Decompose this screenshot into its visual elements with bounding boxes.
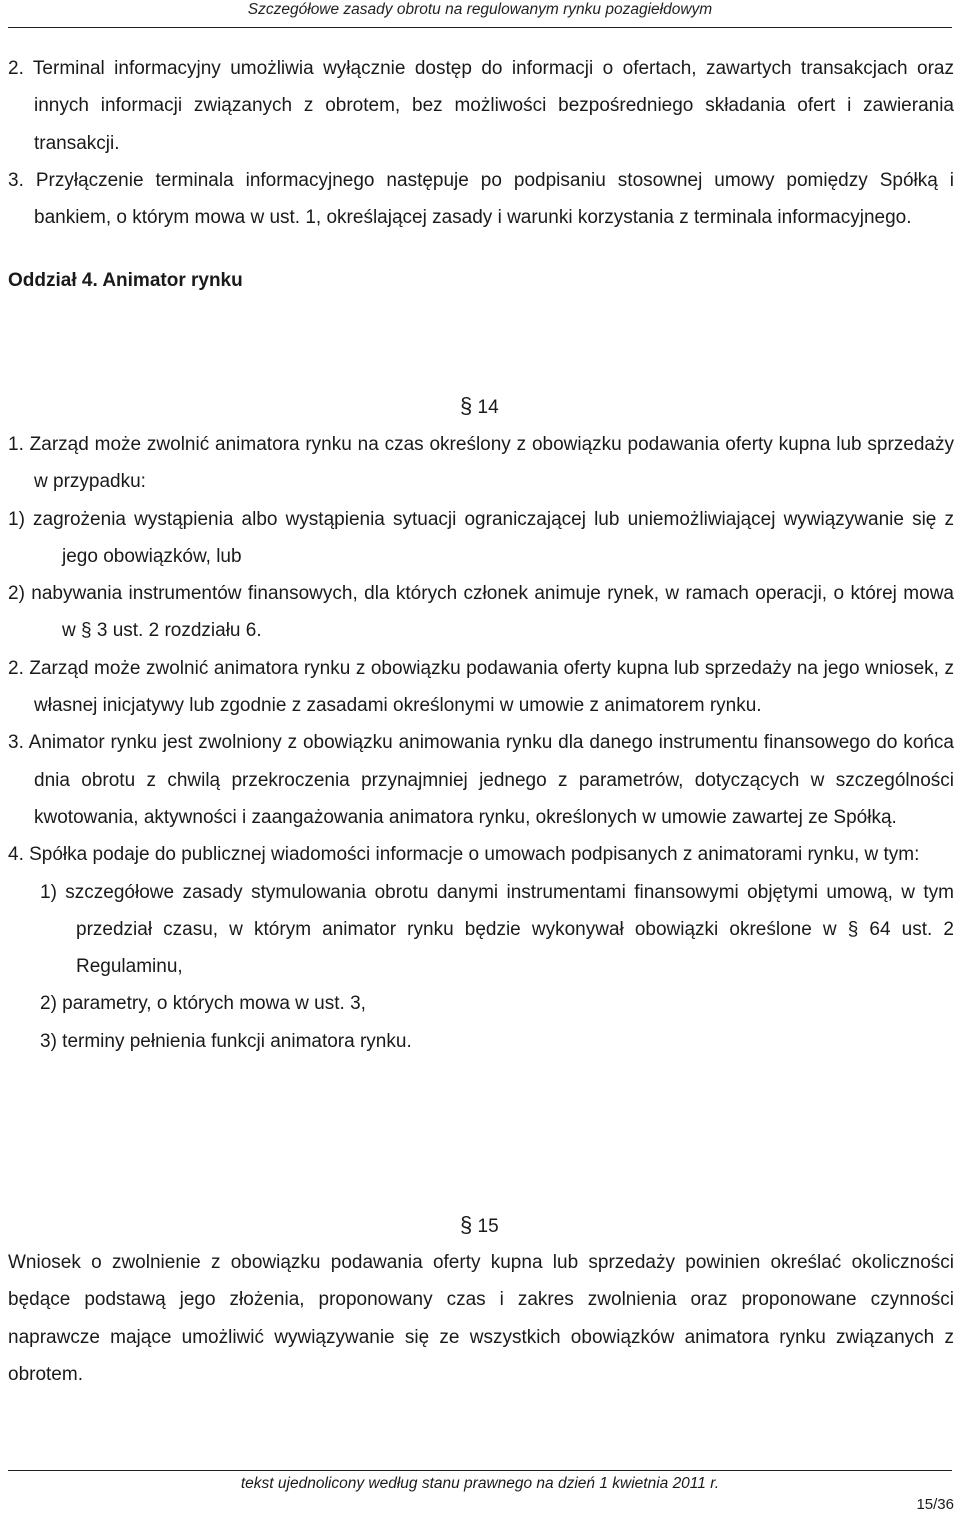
page-number: 15/36 (916, 1496, 954, 1513)
s14-list-item-3: 1) szczegółowe zasady stymulowania obrotu danymi instrumentami finansowymi objętymi umową, w tym przedział czasu, w którym animator rynku będzie wykonywał obowiązki określone w § 64 ust. 2 Regulaminu, (40, 881, 954, 978)
document-body (8, 50, 954, 300)
s14-paragraph-3: 3. Animator rynku jest zwolniony z obowiązku animowania rynku dla danego instrumentu finansowego do końca dnia obrotu z chwilą przekroczenia przynajmniej jednego z parametrów, dotyczących w szczególności kwotowania, aktywności i zaangażowania animatora rynku, określonych w umowie zawartej ze Spółką. (8, 732, 954, 828)
section-mark-15 (460, 1213, 499, 1239)
s14-paragraph-1: 1. Zarząd może zwolnić animatora rynku na czas określony z obowiązku podawania oferty kupna lub sprzedaży w przypadku: (8, 434, 954, 493)
section-number: 15 (477, 1216, 499, 1237)
section-heading: Oddział 4. Animator rynku (8, 270, 243, 292)
header-title: Szczegółowe zasady obrotu na regulowanym rynku pozagiełdowym (247, 1, 713, 18)
page-header (0, 0, 960, 26)
s14-list-item-4: 2) parametry, o których mowa w ust. 3, (40, 993, 366, 1015)
section-sign: § (460, 1212, 473, 1237)
section-15-body (8, 1244, 954, 1393)
s15-paragraph: Wniosek o zwolnienie z obowiązku podawania oferty kupna lub sprzedaży powinien określać okoliczności będące podstawą jego złożenia, proponowany czas i zakres zwolnienia oraz proponowane czynności naprawcze mające umożliwić wywiązywanie się ze wszystkich obowiązków animatora rynku związanych z obrotem. (8, 1252, 954, 1385)
s14-list-item-2: 2) nabywania instrumentów finansowych, dla których członek animuje rynek, w ramach operacji, o której mowa w § 3 ust. 2 rozdziału 6. (8, 583, 954, 642)
paragraph-3: 3. Przyłączenie terminala informacyjnego następuje po podpisaniu stosownej umowy pomiędzy Spółką i bankiem, o którym mowa w ust. 1, określającej zasady i warunki korzystania z terminala informacyjnego. (8, 169, 954, 229)
footer-note: tekst ujednolicony według stanu prawnego na dzień 1 kwietnia 2011 r. (240, 1475, 720, 1492)
section-mark-14 (460, 394, 499, 420)
footer-divider (8, 1470, 952, 1471)
s14-paragraph-2: 2. Zarząd może zwolnić animatora rynku z obowiązku podawania oferty kupna lub sprzedaży na jego wniosek, z własnej inicjatywy lub zgodnie z zasadami określonymi w umowie z animatorem rynku. (8, 657, 954, 717)
paragraph-2: 2. Terminal informacyjny umożliwia wyłącznie dostęp do informacji o ofertach, zawartych transakcjach oraz innych informacji związanych z obrotem, bez możliwości bezpośredniego składania ofert i zawierania transakcji. (8, 58, 954, 154)
header-divider (8, 27, 952, 28)
section-14-body (8, 426, 954, 1060)
section-number: 14 (477, 397, 499, 418)
section-sign: § (460, 393, 473, 418)
s14-paragraph-4: 4. Spółka podaje do publicznej wiadomości informacje o umowach podpisanych z animatorami rynku, w tym: (8, 844, 920, 866)
s14-list-item-5: 3) terminy pełnienia funkcji animatora rynku. (40, 1030, 412, 1052)
s14-list-item-1: 1) zagrożenia wystąpienia albo wystąpienia sytuacji ograniczającej lub uniemożliwiającej wywiązywanie się z jego obowiązków, lub (8, 508, 954, 567)
